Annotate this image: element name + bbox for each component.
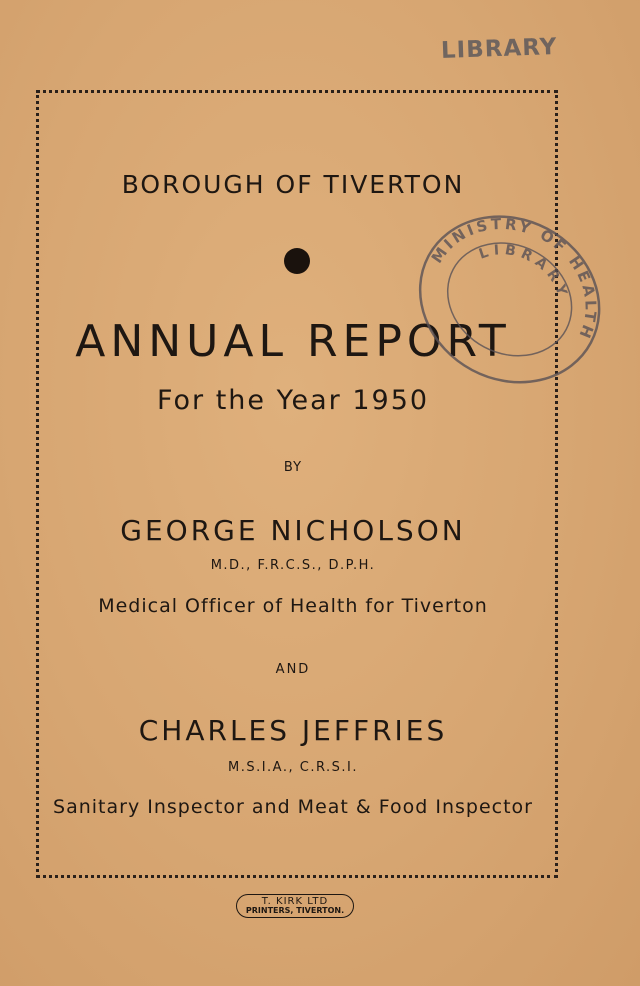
- by-label: BY: [283, 460, 303, 475]
- svg-text:LIBRARY: [472, 226, 583, 308]
- bullet-dot: [284, 248, 310, 274]
- author2-name: CHARLES JEFFRIES: [138, 714, 448, 747]
- and-label: AND: [275, 662, 311, 677]
- library-stamp: LIBRARY: [440, 33, 558, 65]
- report-year: For the Year 1950: [156, 385, 430, 416]
- author1-name: GEORGE NICHOLSON: [120, 514, 466, 547]
- author2-qualifications: M.S.I.A., C.R.S.I.: [227, 760, 359, 775]
- borough-heading: BOROUGH OF TIVERTON: [121, 170, 465, 199]
- author1-qualifications: M.D., F.R.C.S., D.P.H.: [210, 558, 376, 573]
- ministry-stamp-inner-text: LIBRARY: [476, 242, 572, 302]
- printer-location: PRINTERS, TIVERTON.: [245, 906, 345, 915]
- author2-role: Sanitary Inspector and Meat & Food Inspector: [53, 796, 533, 818]
- ministry-stamp-outer-text: MINISTRY OF HEALTH: [427, 214, 600, 344]
- printer-name: T. KIRK LTD: [261, 896, 329, 907]
- report-title: ANNUAL REPORT: [75, 316, 511, 367]
- author1-role: Medical Officer of Health for Tiverton: [98, 595, 488, 617]
- printer-mark: [236, 894, 354, 918]
